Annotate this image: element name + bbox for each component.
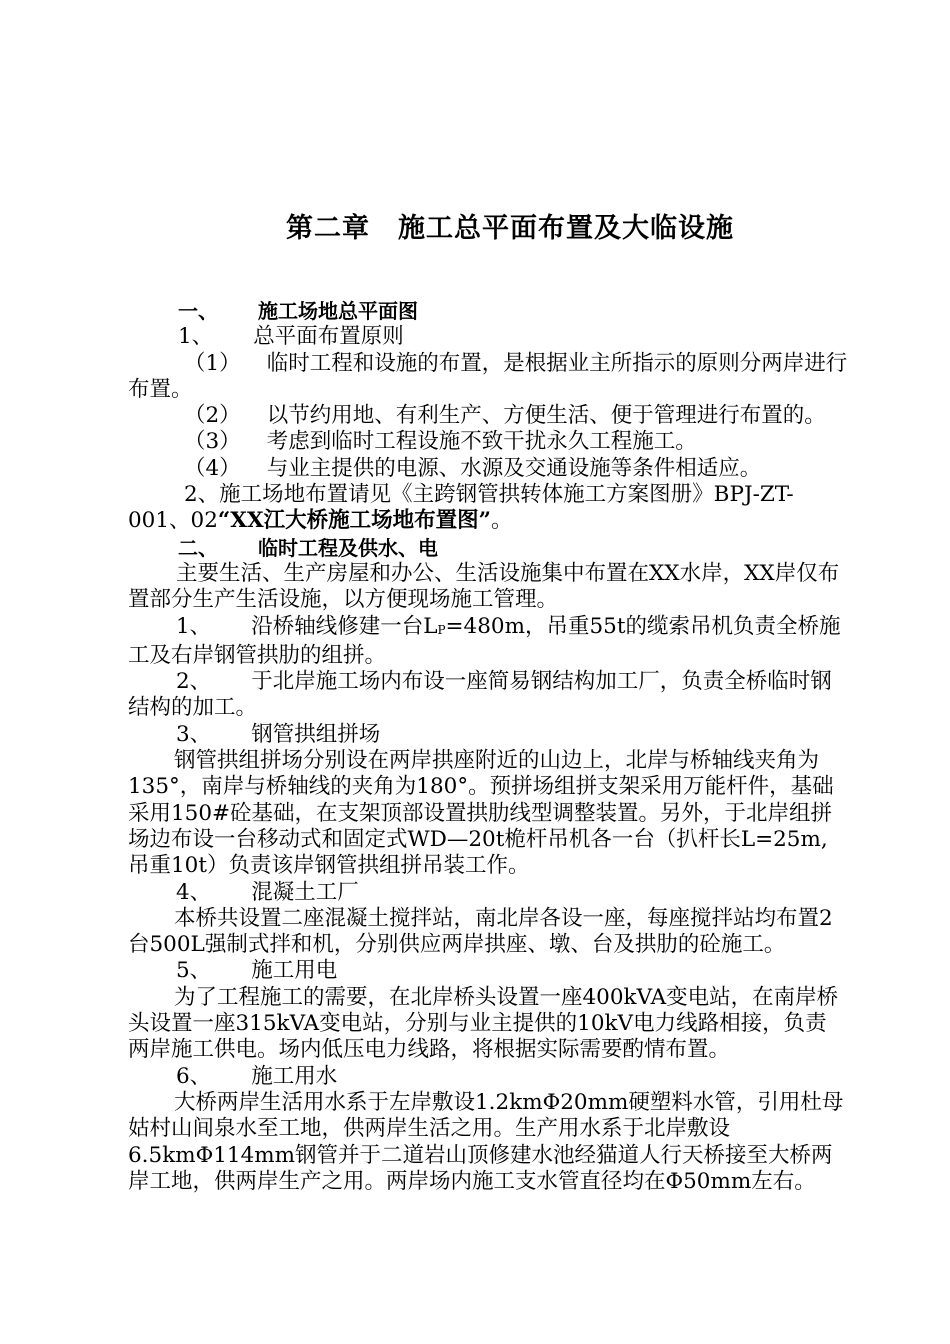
document-body	[128, 298, 848, 1195]
principle-item-3: （3） 考虑到临时工程设施不致干扰永久工程施工。	[184, 429, 697, 455]
principle-item-4: （4） 与业主提供的电源、水源及交通设施等条件相适应。	[184, 455, 762, 481]
item-3-body: 钢管拱组拼场分别设在两岸拱座附近的山边上，北岸与桥轴线夹角为135°，南岸与桥轴线的夹角为180°。预拼场组拼支架采用万能杆件，基础采用150#砼基础，在支架顶部设置拱肋线型调整装置。另外，于北岸组拼场边布设一台移动式和固定式WD—20t桅杆吊机各一台（扒杆长L=25m,吊重10t）负责该岸钢管拱组拼吊装工作。	[128, 748, 834, 879]
principle-item-1: （1） 临时工程和设施的布置，是根据业主所指示的原则分两岸进行布置。	[128, 350, 848, 402]
section-heading-2: 二、 临时工程及供水、电	[178, 535, 438, 560]
item-6-heading: 6、 施工用水	[176, 1063, 338, 1089]
section-2-intro: 主要生活、生产房屋和办公、生活设施集中布置在XX水岸，XX岸仅布置部分生产生活设施，以方便现场施工管理。	[128, 560, 840, 613]
chapter-title: 第二章 施工总平面布置及大临设施	[286, 213, 734, 244]
item-3-heading: 3、 钢管拱组拼场	[176, 721, 381, 747]
item-4-body: 本桥共设置二座混凝土搅拌站，南北岸各设一座，每座搅拌站均布置2台500L强制式拌和机，分别供应两岸拱座、墩、台及拱肋的砼施工。	[128, 905, 833, 958]
site-layout-reference: 2、施工场地布置请见《主跨钢管拱转体施工方案图册》BPJ-ZT-001、02“XX江大桥施工场地布置图”。	[128, 482, 794, 534]
item-4-heading: 4、 混凝土工厂	[176, 879, 359, 905]
subsection-heading-layout-principles: 1、 总平面布置原则	[178, 324, 404, 350]
item-6-body: 大桥两岸生活用水系于左岸敷设1.2kmΦ20mm硬塑料水管，引用杜母姑村山间泉水至工地，供两岸生活之用。生产用水系于北岸敷设6.5kmΦ114mm钢管并于二道岩山顶修建水池经猫道人行天桥接至大桥两岸工地，供两岸生产之用。两岸场内施工支水管直径均在Φ50mm左右。	[128, 1089, 844, 1194]
item-5-heading: 5、 施工用电	[176, 958, 338, 984]
item-5-body: 为了工程施工的需要，在北岸桥头设置一座400kVA变电站，在南岸桥头设置一座315kVA变电站，分别与业主提供的10kV电力线路相接，负责两岸施工供电。场内低压电力线路，将根据实际需要酌情布置。	[128, 984, 839, 1063]
item-2-steel-workshop: 2、 于北岸施工场内布设一座简易钢结构加工厂，负责全桥临时钢结构的加工。	[128, 669, 832, 721]
section-heading-1: 一、 施工场地总平面图	[178, 299, 418, 323]
principle-item-2: （2） 以节约用地、有利生产、方便生活、便于管理进行布置的。	[184, 403, 826, 429]
item-1-cable-crane: 1、 沿桥轴线修建一台LP=480m，吊重55t的缆索吊机负责全桥施工及右岸钢管拱肋的组拼。	[128, 613, 841, 668]
